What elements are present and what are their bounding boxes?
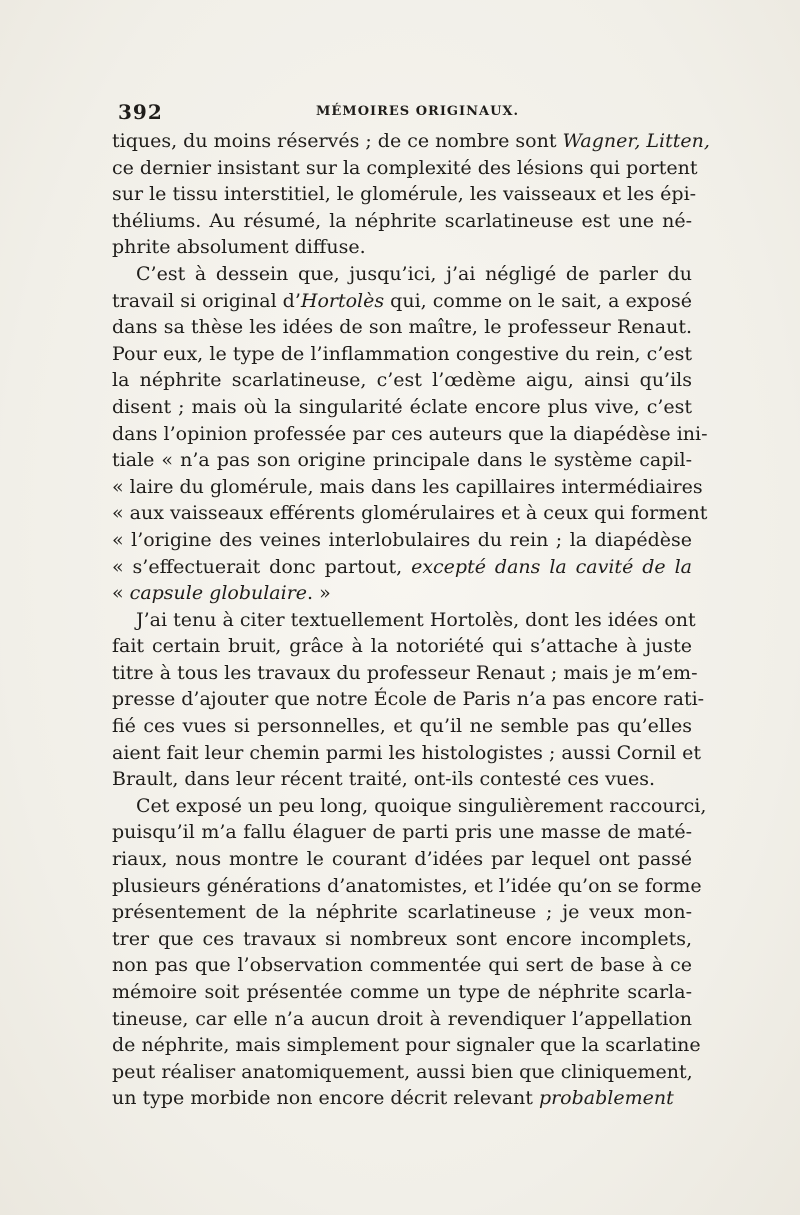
text-line: tiale « n’a pas son origine principale dans le système capil- — [112, 449, 692, 472]
text-line — [112, 288, 692, 315]
text-line: J’ai tenu à citer textuellement Hortolès, dont les idées ont — [136, 608, 696, 631]
text-line: trer que ces travaux si nombreux sont encore incomplets, — [112, 927, 692, 950]
text-line: peut réaliser anatomiquement, aussi bien que cliniquement, — [112, 1060, 693, 1083]
text-line: « aux vaisseaux efférents glomérulaires et à ceux qui forment — [112, 502, 708, 525]
text-line: fié ces vues si personnelles, et qu’il ne semble pas qu’elles — [112, 715, 692, 738]
text-line: C’est à dessein que, jusqu’ici, j’ai négligé de parler du — [136, 262, 692, 285]
text-segment: « — [112, 582, 130, 605]
text-line — [112, 554, 692, 581]
text-line: de néphrite, mais simplement pour signaler que la scarlatine — [112, 1034, 701, 1057]
text-line: « l’origine des veines interlobulaires du rein ; la diapédèse — [112, 528, 692, 551]
text-line: la néphrite scarlatineuse, c’est l’œdème aigu, ainsi qu’ils — [112, 369, 692, 392]
text-line: phrite absolument diffuse. — [112, 236, 366, 259]
italic-segment: Wagner, Litten, — [562, 130, 710, 152]
text-line: tineuse, car elle n’a aucun droit à revendiquer l’appellation — [112, 1007, 692, 1030]
text-line — [112, 580, 692, 607]
body-text — [112, 128, 710, 1112]
text-line: plusieurs générations d’anatomistes, et l’idée qu’on se forme — [112, 874, 702, 897]
text-segment: qui, comme on le sait, a exposé — [384, 289, 692, 312]
text-line: disent ; mais où la singularité éclate encore plus vive, c’est — [112, 395, 692, 418]
text-line: dans sa thèse les idées de son maître, le professeur Renaut. — [112, 316, 692, 339]
text-line: presse d’ajouter que notre École de Paris n’a pas encore rati- — [112, 688, 705, 711]
text-line — [112, 1085, 692, 1112]
italic-segment: capsule globulaire — [129, 582, 308, 605]
italic-segment: excepté dans la cavité de la — [411, 555, 693, 578]
text-line: non pas que l’observation commentée qui sert de base à ce — [112, 954, 692, 977]
text-segment: travail si original d’ — [112, 289, 301, 312]
text-segment: tiques, du moins réservés ; de ce nombre sont — [112, 130, 563, 152]
text-line: présentement de la néphrite scarlatineuse ; je veux mon- — [112, 901, 692, 924]
text-line: dans l’opinion professée par ces auteurs que la diapédèse ini- — [112, 422, 708, 445]
running-head — [118, 100, 683, 130]
text-segment: un type morbide non encore décrit relevant — [112, 1087, 539, 1110]
text-line: Brault, dans leur récent traité, ont-ils contesté ces vues. — [112, 768, 656, 791]
italic-segment: Hortolès — [300, 289, 385, 312]
italic-segment: probablement — [538, 1087, 674, 1110]
text-line: mémoire soit présentée comme un type de néphrite scarla- — [112, 981, 692, 1003]
text-line: aient fait leur chemin parmi les histologistes ; aussi Cornil et — [112, 741, 701, 764]
text-line: théliums. Au résumé, la néphrite scarlatineuse est une né- — [112, 209, 692, 232]
text-line: Pour eux, le type de l’inflammation congestive du rein, c’est — [112, 342, 692, 365]
page-number: 392 — [118, 100, 163, 124]
running-title: MÉMOIRES ORIGINAUX. — [316, 104, 520, 119]
text-segment: « s’effectuerait donc partout, — [112, 555, 412, 578]
text-line — [112, 128, 710, 155]
text-line: « laire du glomérule, mais dans les capillaires intermédiaires — [112, 475, 703, 498]
text-line: riaux, nous montre le courant d’idées par lequel ont passé — [112, 848, 692, 871]
text-line: Cet exposé un peu long, quoique singulièrement raccourci, — [136, 794, 707, 817]
text-line: fait certain bruit, grâce à la notoriété qui s’attache à juste — [112, 635, 692, 658]
text-line: ce dernier insistant sur la complexité des lésions qui portent — [112, 156, 698, 179]
text-line: titre à tous les travaux du professeur Renaut ; mais je m’em- — [112, 661, 698, 684]
text-line: sur le tissu interstitiel, le glomérule, les vaisseaux et les épi- — [112, 183, 697, 206]
text-segment: . » — [307, 582, 331, 605]
text-line: puisqu’il m’a fallu élaguer de parti pris une masse de maté- — [112, 821, 692, 844]
